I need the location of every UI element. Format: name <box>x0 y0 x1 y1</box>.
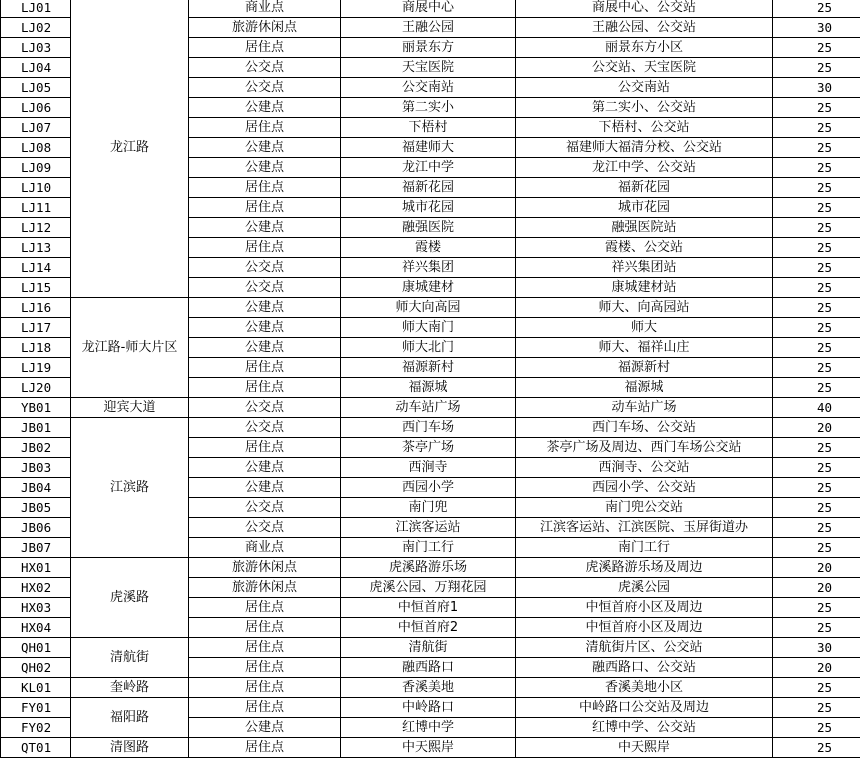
point-capacity: 25 <box>773 258 860 278</box>
point-name: 融强医院 <box>341 218 516 238</box>
point-code: JB05 <box>1 498 71 518</box>
point-type: 公建点 <box>189 158 341 178</box>
point-code: KL01 <box>1 678 71 698</box>
point-name: 福新花园 <box>341 178 516 198</box>
point-description: 霞楼、公交站 <box>516 238 773 258</box>
point-name: 动车站广场 <box>341 398 516 418</box>
point-description: 西涧寺、公交站 <box>516 458 773 478</box>
point-type: 居住点 <box>189 198 341 218</box>
point-name: 天宝医院 <box>341 58 516 78</box>
point-description: 下梧村、公交站 <box>516 118 773 138</box>
point-code: LJ19 <box>1 358 71 378</box>
point-code: JB03 <box>1 458 71 478</box>
point-name: 虎溪公园、万翔花园 <box>341 578 516 598</box>
point-name: 王融公园 <box>341 18 516 38</box>
point-name: 中天熙岸 <box>341 738 516 758</box>
road-name: 龙江路-师大片区 <box>71 298 189 398</box>
point-capacity: 25 <box>773 158 860 178</box>
point-capacity: 25 <box>773 38 860 58</box>
road-name: 龙江路 <box>71 0 189 298</box>
point-description: 虎溪路游乐场及周边 <box>516 558 773 578</box>
point-description: 师大 <box>516 318 773 338</box>
point-code: FY02 <box>1 718 71 738</box>
point-description: 公交站、天宝医院 <box>516 58 773 78</box>
table-row <box>1 0 860 18</box>
point-type: 公交点 <box>189 418 341 438</box>
point-type: 旅游休闲点 <box>189 558 341 578</box>
point-description: 丽景东方小区 <box>516 38 773 58</box>
point-type: 公建点 <box>189 318 341 338</box>
road-name: 福阳路 <box>71 698 189 738</box>
point-type: 商业点 <box>189 0 341 18</box>
point-code: LJ16 <box>1 298 71 318</box>
point-capacity: 25 <box>773 198 860 218</box>
point-code: JB02 <box>1 438 71 458</box>
point-name: 丽景东方 <box>341 38 516 58</box>
point-name: 师大南门 <box>341 318 516 338</box>
point-type: 公交点 <box>189 498 341 518</box>
point-code: LJ04 <box>1 58 71 78</box>
point-description: 动车站广场 <box>516 398 773 418</box>
point-capacity: 25 <box>773 358 860 378</box>
point-code: YB01 <box>1 398 71 418</box>
point-description: 龙江中学、公交站 <box>516 158 773 178</box>
point-name: 城市花园 <box>341 198 516 218</box>
table-row <box>1 298 860 318</box>
point-type: 公建点 <box>189 298 341 318</box>
point-description: 师大、向高园站 <box>516 298 773 318</box>
point-capacity: 25 <box>773 138 860 158</box>
point-type: 公建点 <box>189 718 341 738</box>
point-capacity: 25 <box>773 218 860 238</box>
point-name: 祥兴集团 <box>341 258 516 278</box>
point-code: LJ15 <box>1 278 71 298</box>
point-capacity: 25 <box>773 378 860 398</box>
point-description: 中天熙岸 <box>516 738 773 758</box>
point-description: 商展中心、公交站 <box>516 0 773 18</box>
point-name: 第二实小 <box>341 98 516 118</box>
point-code: LJ09 <box>1 158 71 178</box>
point-capacity: 25 <box>773 118 860 138</box>
point-name: 江滨客运站 <box>341 518 516 538</box>
point-type: 居住点 <box>189 358 341 378</box>
point-capacity: 25 <box>773 438 860 458</box>
point-description: 城市花园 <box>516 198 773 218</box>
point-type: 公交点 <box>189 518 341 538</box>
point-code: LJ10 <box>1 178 71 198</box>
point-code: QH02 <box>1 658 71 678</box>
point-type: 居住点 <box>189 598 341 618</box>
point-name: 霞楼 <box>341 238 516 258</box>
point-code: LJ03 <box>1 38 71 58</box>
point-name: 师大向高园 <box>341 298 516 318</box>
point-code: LJ02 <box>1 18 71 38</box>
point-description: 红博中学、公交站 <box>516 718 773 738</box>
point-type: 居住点 <box>189 38 341 58</box>
point-type: 公建点 <box>189 478 341 498</box>
point-code: HX04 <box>1 618 71 638</box>
point-name: 公交南站 <box>341 78 516 98</box>
point-capacity: 30 <box>773 18 860 38</box>
point-description: 福源城 <box>516 378 773 398</box>
point-code: LJ05 <box>1 78 71 98</box>
point-description: 祥兴集团站 <box>516 258 773 278</box>
point-code: JB01 <box>1 418 71 438</box>
point-type: 居住点 <box>189 738 341 758</box>
point-name: 中恒首府1 <box>341 598 516 618</box>
point-capacity: 25 <box>773 0 860 18</box>
road-name: 江滨路 <box>71 418 189 558</box>
point-description: 康城建材站 <box>516 278 773 298</box>
point-name: 南门工行 <box>341 538 516 558</box>
point-description: 第二实小、公交站 <box>516 98 773 118</box>
point-capacity: 25 <box>773 738 860 758</box>
point-name: 中恒首府2 <box>341 618 516 638</box>
point-name: 福源新村 <box>341 358 516 378</box>
point-capacity: 25 <box>773 718 860 738</box>
road-name: 清航街 <box>71 638 189 678</box>
point-capacity: 25 <box>773 58 860 78</box>
point-code: LJ01 <box>1 0 71 18</box>
point-code: JB07 <box>1 538 71 558</box>
point-code: JB04 <box>1 478 71 498</box>
point-capacity: 20 <box>773 558 860 578</box>
point-code: QT01 <box>1 738 71 758</box>
point-description: 公交南站 <box>516 78 773 98</box>
point-description: 茶亭广场及周边、西门车场公交站 <box>516 438 773 458</box>
table-row <box>1 638 860 658</box>
point-code: HX02 <box>1 578 71 598</box>
point-type: 公交点 <box>189 258 341 278</box>
point-code: LJ08 <box>1 138 71 158</box>
point-code: HX01 <box>1 558 71 578</box>
point-description: 南门兜公交站 <box>516 498 773 518</box>
point-capacity: 25 <box>773 678 860 698</box>
point-description: 虎溪公园 <box>516 578 773 598</box>
table-row <box>1 698 860 718</box>
point-name: 福建师大 <box>341 138 516 158</box>
road-name: 迎宾大道 <box>71 398 189 418</box>
point-capacity: 20 <box>773 658 860 678</box>
point-type: 居住点 <box>189 698 341 718</box>
point-capacity: 25 <box>773 498 860 518</box>
point-description: 西门车场、公交站 <box>516 418 773 438</box>
point-name: 融西路口 <box>341 658 516 678</box>
point-description: 江滨客运站、江滨医院、玉屏街道办 <box>516 518 773 538</box>
point-code: LJ13 <box>1 238 71 258</box>
point-name: 西园小学 <box>341 478 516 498</box>
point-description: 南门工行 <box>516 538 773 558</box>
point-code: LJ17 <box>1 318 71 338</box>
point-capacity: 25 <box>773 338 860 358</box>
table-row <box>1 418 860 438</box>
point-capacity: 40 <box>773 398 860 418</box>
point-name: 西涧寺 <box>341 458 516 478</box>
point-code: LJ18 <box>1 338 71 358</box>
point-name: 清航街 <box>341 638 516 658</box>
point-name: 商展中心 <box>341 0 516 18</box>
point-name: 福源城 <box>341 378 516 398</box>
table-body <box>1 0 860 758</box>
point-capacity: 25 <box>773 478 860 498</box>
point-type: 居住点 <box>189 658 341 678</box>
table-row <box>1 398 860 418</box>
point-description: 中恒首府小区及周边 <box>516 618 773 638</box>
point-description: 融西路口、公交站 <box>516 658 773 678</box>
point-type: 公建点 <box>189 138 341 158</box>
point-type: 旅游休闲点 <box>189 578 341 598</box>
road-name: 清图路 <box>71 738 189 758</box>
point-capacity: 25 <box>773 698 860 718</box>
point-type: 公建点 <box>189 98 341 118</box>
road-name: 奎岭路 <box>71 678 189 698</box>
point-capacity: 25 <box>773 458 860 478</box>
point-type: 公交点 <box>189 398 341 418</box>
point-type: 公建点 <box>189 458 341 478</box>
point-capacity: 25 <box>773 538 860 558</box>
point-name: 西门车场 <box>341 418 516 438</box>
point-capacity: 25 <box>773 518 860 538</box>
point-description: 香溪美地小区 <box>516 678 773 698</box>
point-description: 清航街片区、公交站 <box>516 638 773 658</box>
point-type: 居住点 <box>189 638 341 658</box>
point-code: QH01 <box>1 638 71 658</box>
point-name: 虎溪路游乐场 <box>341 558 516 578</box>
point-name: 龙江中学 <box>341 158 516 178</box>
point-capacity: 25 <box>773 278 860 298</box>
point-description: 融强医院站 <box>516 218 773 238</box>
point-name: 茶亭广场 <box>341 438 516 458</box>
table-row <box>1 738 860 758</box>
point-capacity: 25 <box>773 298 860 318</box>
point-type: 居住点 <box>189 238 341 258</box>
table-row <box>1 558 860 578</box>
point-code: LJ11 <box>1 198 71 218</box>
point-name: 下梧村 <box>341 118 516 138</box>
point-type: 旅游休闲点 <box>189 18 341 38</box>
point-code: LJ07 <box>1 118 71 138</box>
point-description: 福建师大福清分校、公交站 <box>516 138 773 158</box>
point-type: 公交点 <box>189 278 341 298</box>
point-type: 商业点 <box>189 538 341 558</box>
point-description: 福源新村 <box>516 358 773 378</box>
point-type: 居住点 <box>189 378 341 398</box>
point-capacity: 25 <box>773 238 860 258</box>
point-description: 福新花园 <box>516 178 773 198</box>
point-type: 居住点 <box>189 618 341 638</box>
point-code: FY01 <box>1 698 71 718</box>
point-capacity: 20 <box>773 418 860 438</box>
point-description: 王融公园、公交站 <box>516 18 773 38</box>
point-description: 师大、福祥山庄 <box>516 338 773 358</box>
point-capacity: 30 <box>773 78 860 98</box>
point-capacity: 25 <box>773 598 860 618</box>
point-code: LJ20 <box>1 378 71 398</box>
point-type: 居住点 <box>189 178 341 198</box>
point-capacity: 25 <box>773 178 860 198</box>
point-capacity: 25 <box>773 618 860 638</box>
point-code: HX03 <box>1 598 71 618</box>
point-type: 居住点 <box>189 438 341 458</box>
point-code: JB06 <box>1 518 71 538</box>
point-description: 中恒首府小区及周边 <box>516 598 773 618</box>
point-capacity: 25 <box>773 98 860 118</box>
point-type: 居住点 <box>189 678 341 698</box>
point-name: 中岭路口 <box>341 698 516 718</box>
point-type: 公建点 <box>189 338 341 358</box>
point-name: 红博中学 <box>341 718 516 738</box>
point-capacity: 20 <box>773 578 860 598</box>
point-description: 西园小学、公交站 <box>516 478 773 498</box>
point-name: 南门兜 <box>341 498 516 518</box>
point-code: LJ12 <box>1 218 71 238</box>
point-description: 中岭路口公交站及周边 <box>516 698 773 718</box>
point-code: LJ14 <box>1 258 71 278</box>
point-name: 香溪美地 <box>341 678 516 698</box>
point-name: 康城建材 <box>341 278 516 298</box>
point-capacity: 25 <box>773 318 860 338</box>
road-name: 虎溪路 <box>71 558 189 638</box>
point-type: 居住点 <box>189 118 341 138</box>
table-row <box>1 678 860 698</box>
point-capacity: 30 <box>773 638 860 658</box>
point-type: 公建点 <box>189 218 341 238</box>
point-code: LJ06 <box>1 98 71 118</box>
point-type: 公交点 <box>189 58 341 78</box>
point-type: 公交点 <box>189 78 341 98</box>
point-name: 师大北门 <box>341 338 516 358</box>
